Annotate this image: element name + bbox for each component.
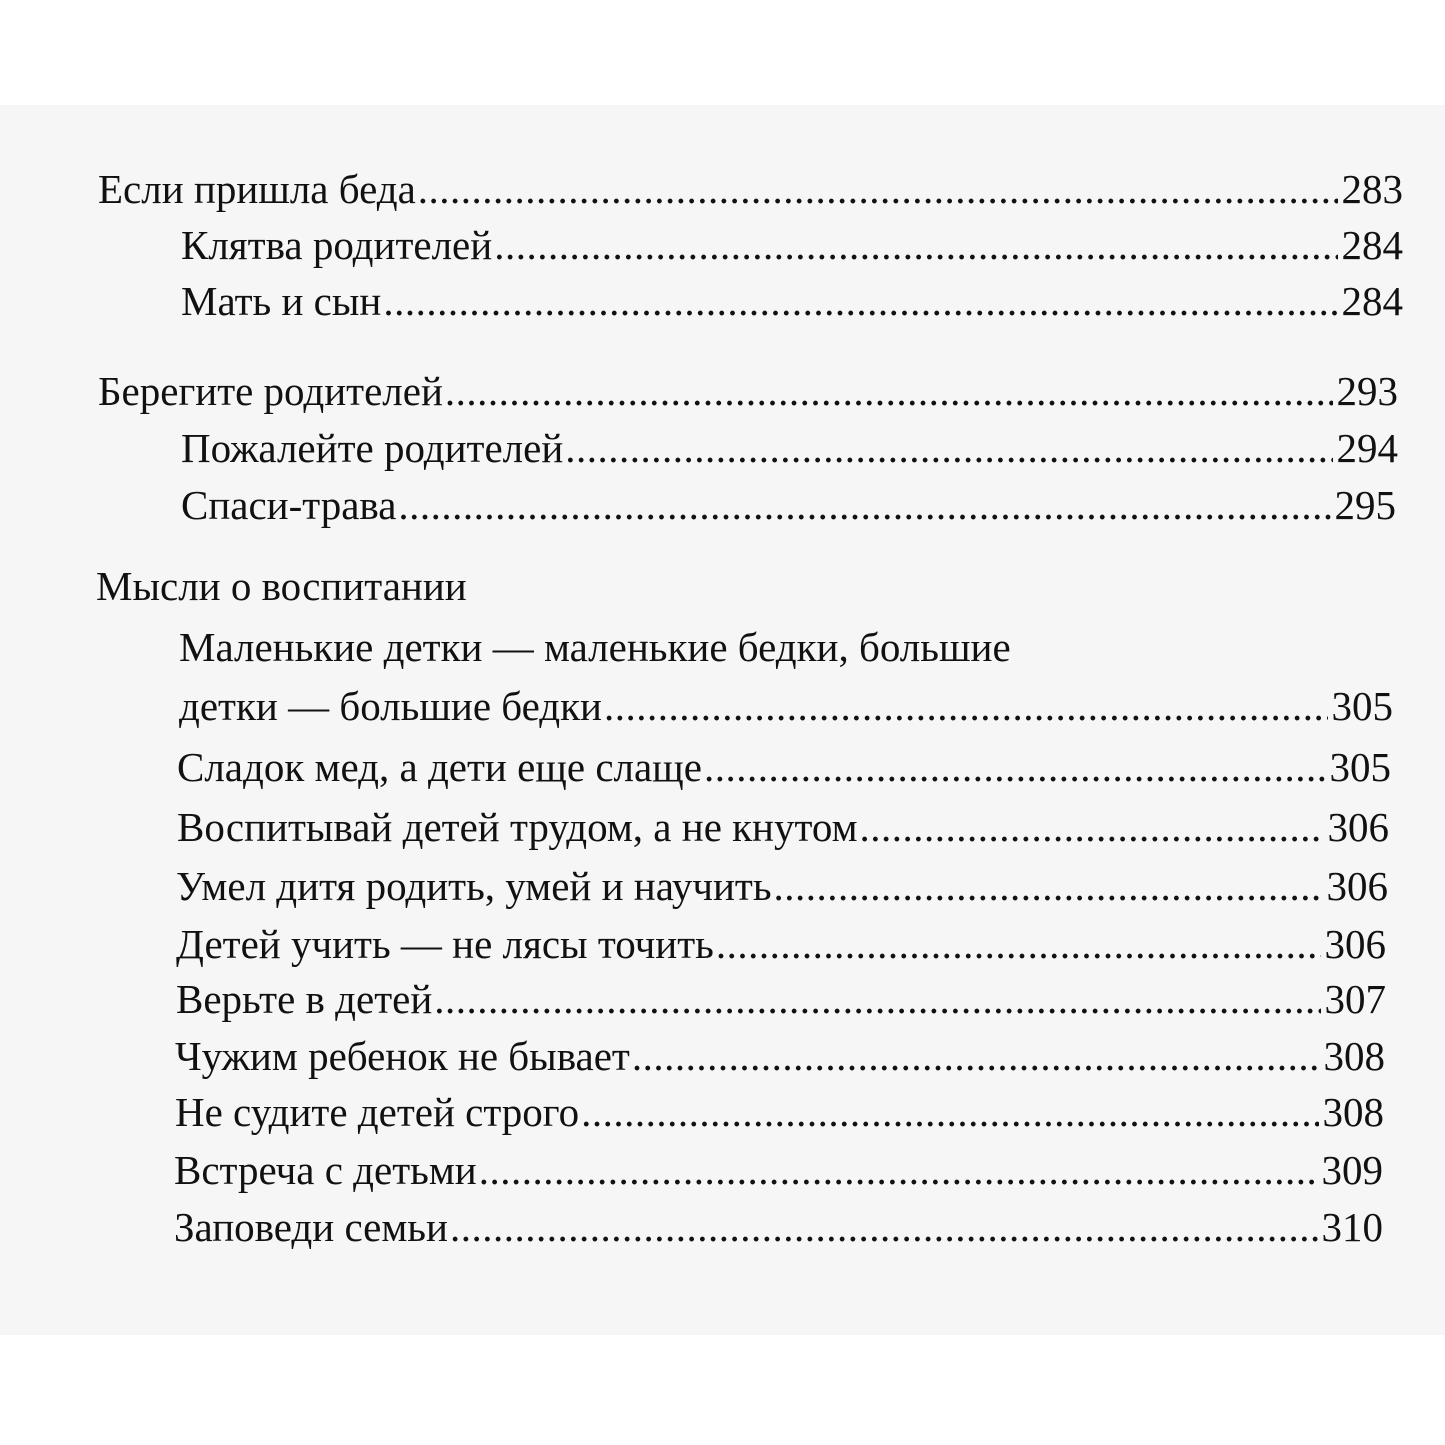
toc-entry: [177, 802, 1389, 852]
toc-entry-title: Чужим ребенок не бывает: [175, 1033, 630, 1079]
toc-page-number: 283: [1341, 166, 1403, 212]
toc-entry-title: Воспитывай детей трудом, а не кнутом: [177, 804, 858, 850]
toc-section-entry: [96, 561, 996, 611]
toc-entry-title: Умел дитя родить, умей и научить: [176, 863, 772, 909]
toc-entry-title: Пожалейте родителей: [181, 425, 564, 471]
toc-leader-dots: [418, 164, 1338, 214]
toc-section-title: Мысли о воспитании: [96, 563, 467, 609]
toc-page-number: 306: [1326, 863, 1388, 909]
toc-entry: [181, 480, 1396, 530]
toc-entry-title: Не судите детей строго: [175, 1089, 580, 1135]
toc-leader-dots: [445, 366, 1333, 416]
toc-entry: [181, 276, 1403, 326]
toc-page-number: 310: [1321, 1204, 1383, 1250]
toc-section-title: Если пришла беда: [98, 166, 416, 212]
toc-entry-title: Сладок мед, а дети еще слаще: [177, 744, 702, 790]
toc-entry: [181, 423, 1398, 473]
toc-leader-dots: [704, 742, 1326, 792]
toc-entry: [181, 220, 1403, 270]
toc-leader-dots: [398, 480, 1330, 530]
toc-entry: [179, 681, 1393, 731]
toc-entry-title: Встреча с детьми: [174, 1147, 477, 1193]
toc-leader-dots: [581, 1087, 1318, 1137]
toc-page-number: 306: [1327, 804, 1389, 850]
toc-entry: [175, 1031, 1385, 1081]
toc-entry: [176, 861, 1388, 911]
toc-leader-dots: [383, 276, 1337, 326]
toc-page-number: 284: [1341, 278, 1403, 324]
toc-section-entry: [98, 366, 1398, 416]
toc-leader-dots: [604, 681, 1328, 731]
toc-page-number: 294: [1336, 425, 1398, 471]
toc-page-number: 293: [1336, 368, 1398, 414]
toc-leader-dots: [716, 919, 1321, 969]
toc-leader-dots: [565, 423, 1332, 473]
toc-leader-dots: [450, 1202, 1318, 1252]
toc-section-entry: [98, 164, 1403, 214]
toc-section-title: Берегите родителей: [98, 368, 443, 414]
toc-entry: [175, 1087, 1384, 1137]
toc-page-number: 305: [1329, 744, 1391, 790]
toc-entry: [176, 974, 1386, 1024]
toc-leader-dots: [494, 220, 1337, 270]
toc-entry: [174, 1202, 1383, 1252]
toc-entry-title: Клятва родителей: [181, 222, 493, 268]
toc-page-number: 284: [1341, 222, 1403, 268]
toc-page-number: 295: [1334, 482, 1396, 528]
toc-entry: [176, 919, 1386, 969]
toc-entry-title: Мать и сын: [181, 278, 382, 324]
toc-entry-title: Спаси-трава: [181, 482, 397, 528]
toc-leader-dots: [774, 861, 1323, 911]
toc-leader-dots: [434, 974, 1320, 1024]
toc-leader-dots: [479, 1145, 1318, 1195]
toc-page-number: 308: [1322, 1089, 1384, 1135]
toc-page-number: 308: [1323, 1033, 1385, 1079]
toc-entry-title: Заповеди семьи: [174, 1204, 448, 1250]
toc-page-number: 309: [1321, 1147, 1383, 1193]
toc-entry-first-line: [179, 622, 1279, 672]
toc-entry-title: Верьте в детей: [176, 976, 433, 1022]
toc-page-number: 306: [1324, 921, 1386, 967]
toc-entry-title: Детей учить — не лясы точить: [176, 921, 714, 967]
toc-entry-title: детки — большие бедки: [179, 683, 602, 729]
toc-entry-title: Маленькие детки — маленькие бедки, большие: [179, 624, 1011, 670]
toc-entry: [174, 1145, 1383, 1195]
toc-leader-dots: [632, 1031, 1320, 1081]
toc-page-number: 307: [1324, 976, 1386, 1022]
toc-entry: [177, 742, 1391, 792]
toc-leader-dots: [860, 802, 1324, 852]
toc-page-number: 305: [1331, 683, 1393, 729]
